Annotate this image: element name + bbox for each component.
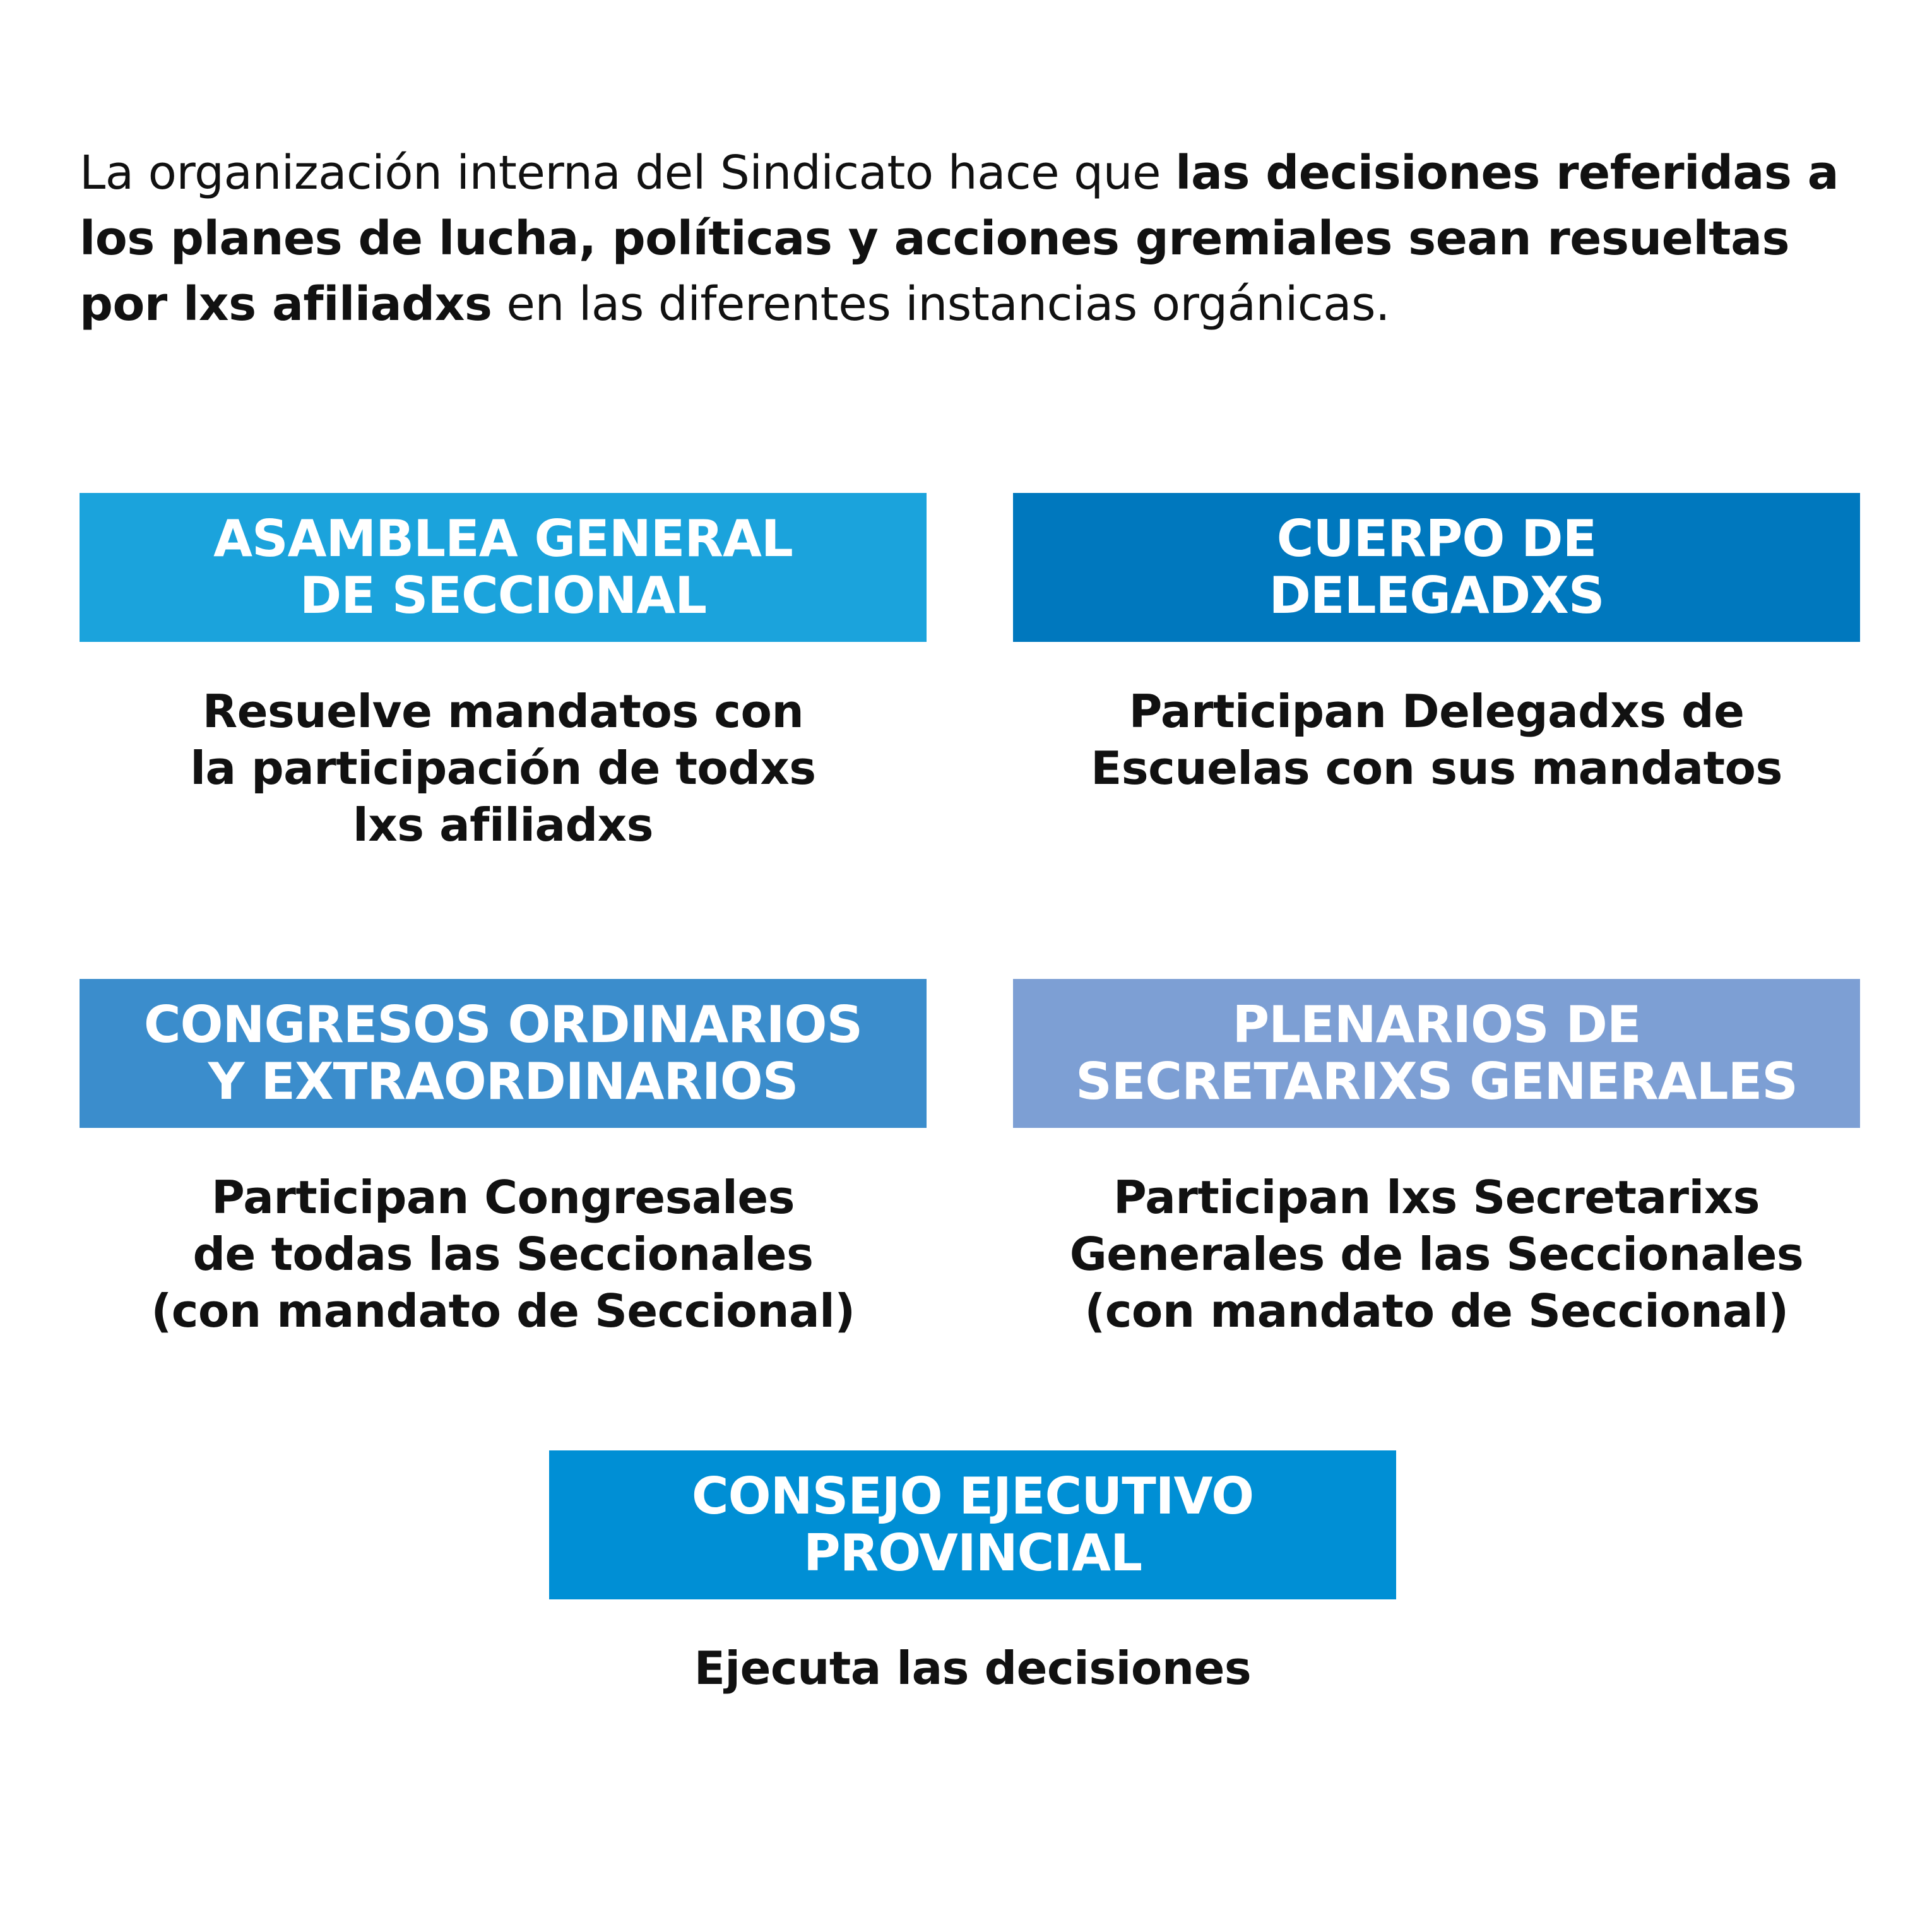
instance-desc-plenarios	[1013, 1169, 1860, 1339]
instance-title-line: DE SECCIONAL	[299, 566, 707, 625]
instance-desc-line: (con mandato de Seccional)	[1084, 1284, 1789, 1337]
instance-title-line: Y EXTRAORDINARIOS	[208, 1052, 798, 1111]
instance-box-cuerpo	[1013, 493, 1860, 642]
instance-desc-asamblea	[80, 683, 927, 853]
intro-text-start: La organización interna del Sindicato hace que	[80, 146, 1176, 200]
instance-desc-line: lxs afiliadxs	[353, 798, 653, 851]
instance-title-line: ASAMBLEA GENERAL	[213, 509, 793, 568]
instance-title-line: CONGRESOS ORDINARIOS	[143, 995, 863, 1054]
intro-text-end: en las diferentes instancias orgánicas.	[492, 277, 1390, 331]
instance-desc-consejo	[549, 1640, 1396, 1697]
instance-title-line: DELEGADXS	[1269, 566, 1604, 625]
instance-desc-line: Escuelas con sus mandatos	[1091, 742, 1782, 795]
instance-desc-line: de todas las Seccionales	[193, 1228, 814, 1281]
instance-desc-cuerpo	[1013, 683, 1860, 797]
instance-title-line: CONSEJO EJECUTIVO	[691, 1467, 1254, 1526]
instance-desc-line: (con mandato de Seccional)	[151, 1284, 855, 1337]
instance-box-plenarios	[1013, 979, 1860, 1128]
instance-desc-line: la participación de todxs	[190, 742, 816, 795]
instance-desc-line: Resuelve mandatos con	[202, 685, 804, 738]
instance-title-line: SECRETARIXS GENERALES	[1076, 1052, 1798, 1111]
instance-desc-line: Generales de las Seccionales	[1069, 1228, 1804, 1281]
instance-desc-congresos	[80, 1169, 927, 1339]
instance-box-asamblea	[80, 493, 927, 642]
instance-desc-line: Participan Congresales	[211, 1171, 795, 1224]
instance-desc-line: Ejecuta las decisiones	[694, 1642, 1252, 1695]
instance-title-line: PLENARIOS DE	[1232, 995, 1641, 1054]
instance-desc-line: Participan Delegadxs de	[1129, 685, 1745, 738]
instance-box-congresos	[80, 979, 927, 1128]
intro-paragraph	[80, 140, 1866, 337]
instance-title-line: CUERPO DE	[1276, 509, 1597, 568]
instance-box-consejo	[549, 1450, 1396, 1599]
instance-title-line: PROVINCIAL	[803, 1524, 1142, 1582]
intro-text-bold: las decisiones referidas a los planes de lucha, políticas y acciones gremiales sean resueltas por lxs afiliadxs	[80, 146, 1839, 331]
instance-desc-line: Participan lxs Secretarixs	[1113, 1171, 1760, 1224]
